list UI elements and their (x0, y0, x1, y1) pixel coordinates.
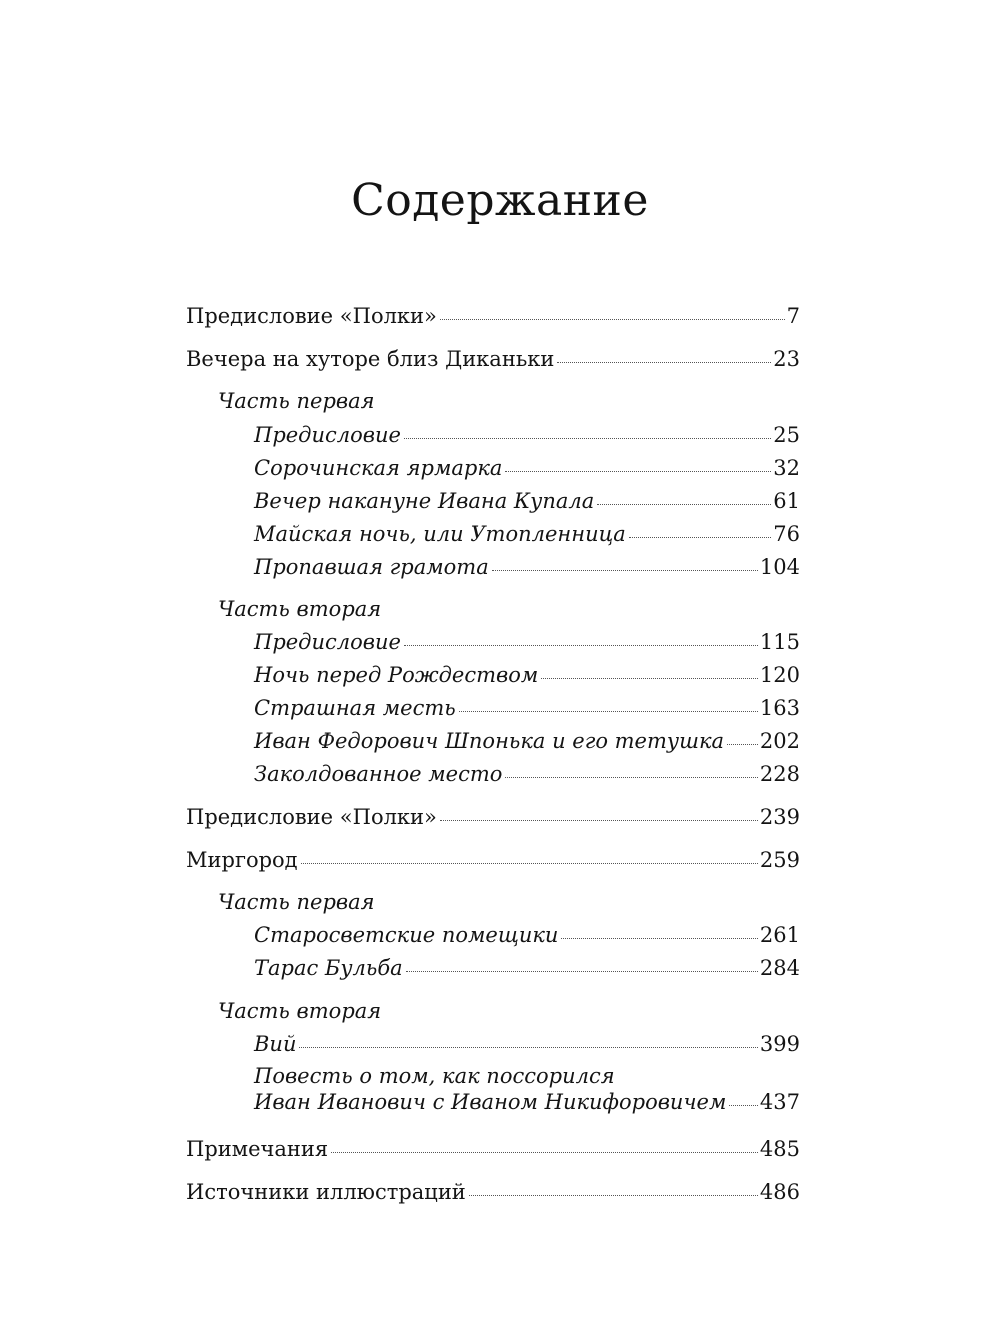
toc-entry-title: Страшная месть (254, 696, 456, 720)
dot-leader (492, 570, 758, 571)
toc-entry-title: Предисловие (254, 630, 401, 654)
toc-entry[interactable] (254, 488, 800, 514)
dot-leader (541, 678, 758, 679)
toc-entry[interactable] (254, 554, 800, 580)
toc-entry-title: Предисловие (254, 423, 401, 447)
toc-entry-title: Заколдованное место (254, 762, 503, 786)
toc-entry-title: Старосветские помещики (254, 923, 559, 947)
toc-entry-title: Вий (254, 1032, 297, 1056)
toc-entry[interactable] (254, 955, 800, 981)
toc-entry[interactable] (254, 695, 800, 721)
dot-leader (331, 1152, 758, 1153)
toc-entry-title: Тарас Бульба (254, 956, 403, 980)
toc-entry-title: Пропавшая грамота (254, 555, 489, 579)
toc-page-number: 261 (759, 923, 800, 947)
toc-entry-title: Предисловие «Полки» (186, 304, 437, 328)
toc-page-number: 284 (759, 956, 800, 980)
toc-entry[interactable] (254, 761, 800, 787)
dot-leader (301, 863, 758, 864)
toc-entry-polka-preface-1[interactable] (186, 303, 800, 329)
dot-leader (299, 1047, 757, 1048)
page-title: Содержание (351, 175, 649, 226)
toc-entry[interactable] (254, 521, 800, 547)
toc-page-number: 61 (773, 489, 800, 513)
dot-leader (404, 645, 758, 646)
dot-leader (440, 820, 758, 821)
toc-entry[interactable] (254, 922, 800, 948)
toc-entry[interactable] (254, 662, 800, 688)
toc-entry-title: Вечер накануне Ивана Купала (254, 489, 595, 513)
toc-entry-title: Источники иллюстраций (186, 1180, 466, 1204)
toc-page-number: 399 (759, 1032, 800, 1056)
toc-page-number: 486 (759, 1180, 800, 1204)
toc-page-number: 32 (773, 456, 800, 480)
dot-leader (727, 744, 758, 745)
toc-page-number: 437 (759, 1090, 800, 1114)
toc-entry-title: Вечера на хуторе близ Диканьки (186, 347, 555, 371)
toc-entry-title: Ночь перед Рождеством (254, 663, 539, 687)
toc-entry-polka-preface-2[interactable] (186, 804, 800, 830)
toc-entry-notes[interactable] (186, 1136, 800, 1162)
dot-leader (597, 504, 771, 505)
toc-section-part-two: Часть вторая (218, 999, 382, 1023)
toc-page-number: 228 (759, 762, 800, 786)
toc-page-number: 25 (773, 423, 800, 447)
toc-entry-title-line2: Иван Иванович с Иваном Никифоровичем (254, 1090, 727, 1114)
dot-leader (505, 471, 771, 472)
toc-entry-dikanka[interactable] (186, 346, 800, 372)
toc-entry-illustration-sources[interactable] (186, 1179, 800, 1205)
toc-entry[interactable] (254, 629, 800, 655)
toc-entry[interactable] (254, 455, 800, 481)
toc-page-number: 259 (759, 848, 800, 872)
dot-leader (406, 971, 758, 972)
dot-leader (629, 537, 771, 538)
dot-leader (561, 938, 757, 939)
dot-leader (505, 777, 757, 778)
toc-entry-title: Иван Федорович Шпонька и его тетушка (254, 729, 725, 753)
dot-leader (440, 319, 785, 320)
toc-page-number: 239 (759, 805, 800, 829)
toc-entry-title: Миргород (186, 848, 298, 872)
toc-entry-title: Майская ночь, или Утопленница (254, 522, 626, 546)
dot-leader (404, 438, 771, 439)
toc-page-number: 23 (773, 347, 800, 371)
dot-leader (469, 1195, 758, 1196)
toc-page-number: 115 (759, 630, 800, 654)
toc-entry[interactable] (254, 422, 800, 448)
toc-entry-title: Примечания (186, 1137, 329, 1161)
toc-entry[interactable] (254, 1031, 800, 1057)
dot-leader (729, 1105, 758, 1106)
toc-page-number: 163 (759, 696, 800, 720)
toc-entry-mirgorod[interactable] (186, 847, 800, 873)
toc-section-part-one: Часть первая (218, 890, 375, 914)
dot-leader (459, 711, 758, 712)
toc-entry-title: Сорочинская ярмарка (254, 456, 503, 480)
toc-entry-title: Предисловие «Полки» (186, 805, 437, 829)
toc-entry-two-line[interactable] (254, 1063, 800, 1115)
toc-page-number: 76 (773, 522, 800, 546)
toc-page-number: 104 (759, 555, 800, 579)
toc-page-number: 202 (759, 729, 800, 753)
toc-section-part-two: Часть вторая (218, 597, 382, 621)
dot-leader (557, 362, 771, 363)
toc-entry[interactable] (254, 728, 800, 754)
toc-entry-title-line1: Повесть о том, как поссорился (254, 1064, 615, 1088)
toc-page-number: 7 (786, 304, 800, 328)
toc-section-part-one: Часть первая (218, 389, 375, 413)
toc-page-number: 485 (759, 1137, 800, 1161)
toc-page-number: 120 (759, 663, 800, 687)
